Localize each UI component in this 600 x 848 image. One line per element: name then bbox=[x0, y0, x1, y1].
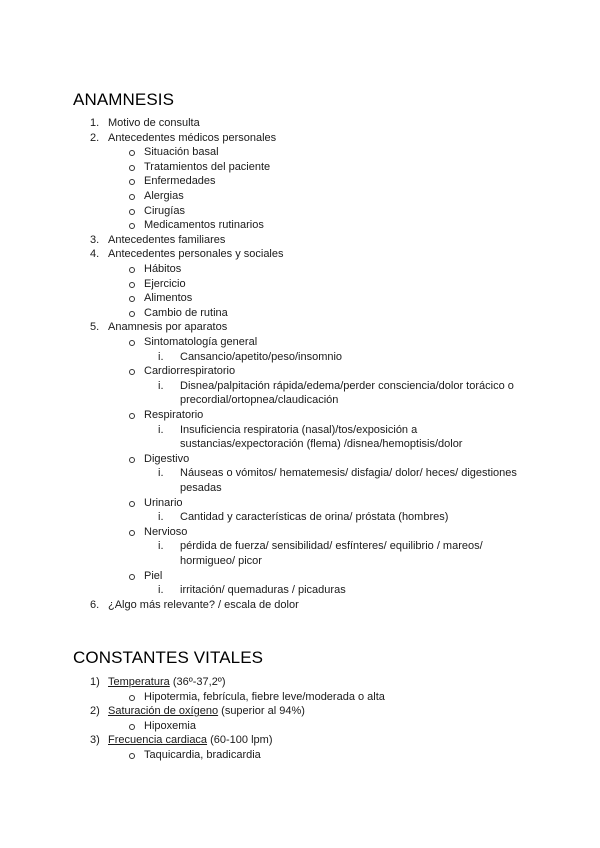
bullet-marker bbox=[129, 753, 135, 759]
system-name: Digestivo bbox=[144, 452, 190, 465]
bullet-marker bbox=[129, 501, 135, 507]
sub-item-text: Medicamentos rutinarios bbox=[144, 219, 264, 232]
system-detail-text: Insuficiencia respiratoria (nasal)/tos/exposición a bbox=[180, 423, 418, 436]
list-number: 1) bbox=[90, 676, 100, 688]
system-name: Respiratorio bbox=[144, 409, 204, 421]
list-number: 2) bbox=[90, 705, 100, 718]
list-item-text: Antecedentes familiares bbox=[108, 233, 226, 246]
bullet-marker bbox=[129, 179, 135, 185]
bullet-marker bbox=[129, 340, 135, 346]
bullet-marker bbox=[129, 223, 135, 229]
list-number: 3) bbox=[90, 734, 100, 747]
roman-numeral: i. bbox=[158, 350, 164, 363]
list-item-text: Antecedentes personales y sociales bbox=[108, 248, 284, 261]
bullet-marker bbox=[129, 369, 135, 375]
system-detail-text: Disnea/palpitación rápida/edema/perder consciencia/dolor torácico o bbox=[180, 379, 514, 392]
vital-sign-range: (60-100 lpm) bbox=[207, 734, 273, 747]
vital-sign-label: Temperatura bbox=[108, 676, 170, 688]
sub-item-text: Cirugías bbox=[144, 204, 185, 217]
bullet-marker bbox=[129, 165, 135, 171]
vital-sign-label: Frecuencia cardiaca bbox=[108, 734, 208, 747]
system-name: Cardiorrespiratorio bbox=[144, 365, 236, 378]
sub-item-text: Hábitos bbox=[144, 263, 182, 275]
list-item-text: Motivo de consulta bbox=[108, 117, 200, 129]
sub-item-text: Hipoxemia bbox=[144, 719, 196, 732]
anamnesis-heading: ANAMNESIS bbox=[73, 90, 175, 109]
bullet-marker bbox=[129, 194, 135, 200]
bullet-marker bbox=[129, 150, 135, 156]
list-number: 4. bbox=[90, 248, 100, 261]
vital-sign-range: (36º-37,2º) bbox=[169, 676, 226, 688]
sub-item-text: Alergias bbox=[144, 190, 184, 202]
list-item-text: Anamnesis por aparatos bbox=[108, 321, 228, 334]
vital-sign-line bbox=[108, 676, 226, 689]
vital-sign-line bbox=[108, 734, 272, 747]
list-item-text: ¿Algo más relevante? / escala de dolor bbox=[108, 598, 299, 611]
sub-item-text: Alimentos bbox=[144, 292, 193, 305]
sub-item-text: Hipotermia, febrícula, fiebre leve/moderada o alta bbox=[144, 690, 385, 703]
bullet-marker bbox=[129, 457, 135, 463]
list-item-text: Antecedentes médicos personales bbox=[108, 131, 277, 144]
sub-item-text: Ejercicio bbox=[144, 277, 186, 290]
roman-numeral: i. bbox=[158, 511, 164, 524]
bullet-marker bbox=[129, 282, 135, 288]
roman-numeral: i. bbox=[158, 379, 164, 392]
bullet-marker bbox=[129, 311, 135, 317]
system-name: Urinario bbox=[144, 496, 183, 509]
bullet-marker bbox=[129, 267, 135, 273]
bullet-marker bbox=[129, 209, 135, 215]
sub-item-text: Taquicardia, bradicardia bbox=[144, 749, 261, 761]
sub-item-text: Tratamientos del paciente bbox=[144, 160, 271, 173]
system-detail-text: Cantidad y características de orina/ próstata (hombres) bbox=[180, 511, 449, 524]
sub-item-text: Situación basal bbox=[144, 146, 219, 159]
list-number: 5. bbox=[90, 321, 100, 334]
system-detail-text: Cansancio/apetito/peso/insomnio bbox=[180, 350, 343, 363]
system-detail-text: irritación/ quemaduras / picaduras bbox=[180, 584, 346, 597]
sub-item-text: Enfermedades bbox=[144, 175, 216, 188]
vital-sign-line bbox=[108, 705, 305, 718]
system-name: Piel bbox=[144, 569, 163, 582]
sub-item-text: Cambio de rutina bbox=[144, 306, 228, 319]
system-detail-text: pesadas bbox=[180, 482, 222, 494]
list-number: 2. bbox=[90, 131, 100, 144]
system-detail-text: hormigueo/ picor bbox=[180, 555, 262, 567]
bullet-marker bbox=[129, 724, 135, 730]
list-number: 3. bbox=[90, 233, 100, 246]
system-detail-text: precordial/ortopnea/claudicación bbox=[180, 394, 339, 407]
bullet-marker bbox=[129, 530, 135, 536]
list-number: 1. bbox=[90, 117, 100, 129]
bullet-marker bbox=[129, 413, 135, 419]
constantes-vitales-heading: CONSTANTES VITALES bbox=[73, 648, 264, 667]
system-detail-text: pérdida de fuerza/ sensibilidad/ esfínteres/ equilibrio / mareos/ bbox=[180, 540, 483, 553]
vital-sign-label: Saturación de oxígeno bbox=[108, 705, 219, 718]
list-number: 6. bbox=[90, 598, 100, 611]
bullet-marker bbox=[129, 574, 135, 580]
system-detail-text: Náuseas o vómitos/ hematemesis/ disfagia/ dolor/ heces/ digestiones bbox=[180, 467, 517, 480]
system-detail-text: sustancias/expectoración (flema) /disnea/hemoptisis/dolor bbox=[180, 438, 463, 451]
roman-numeral: i. bbox=[158, 540, 164, 553]
bullet-marker bbox=[129, 296, 135, 302]
roman-numeral: i. bbox=[158, 584, 164, 597]
system-name: Nervioso bbox=[144, 525, 188, 538]
vital-sign-range: (superior al 94%) bbox=[218, 705, 305, 718]
roman-numeral: i. bbox=[158, 467, 164, 480]
system-name: Sintomatología general bbox=[144, 336, 258, 348]
roman-numeral: i. bbox=[158, 423, 164, 436]
bullet-marker bbox=[129, 695, 135, 701]
